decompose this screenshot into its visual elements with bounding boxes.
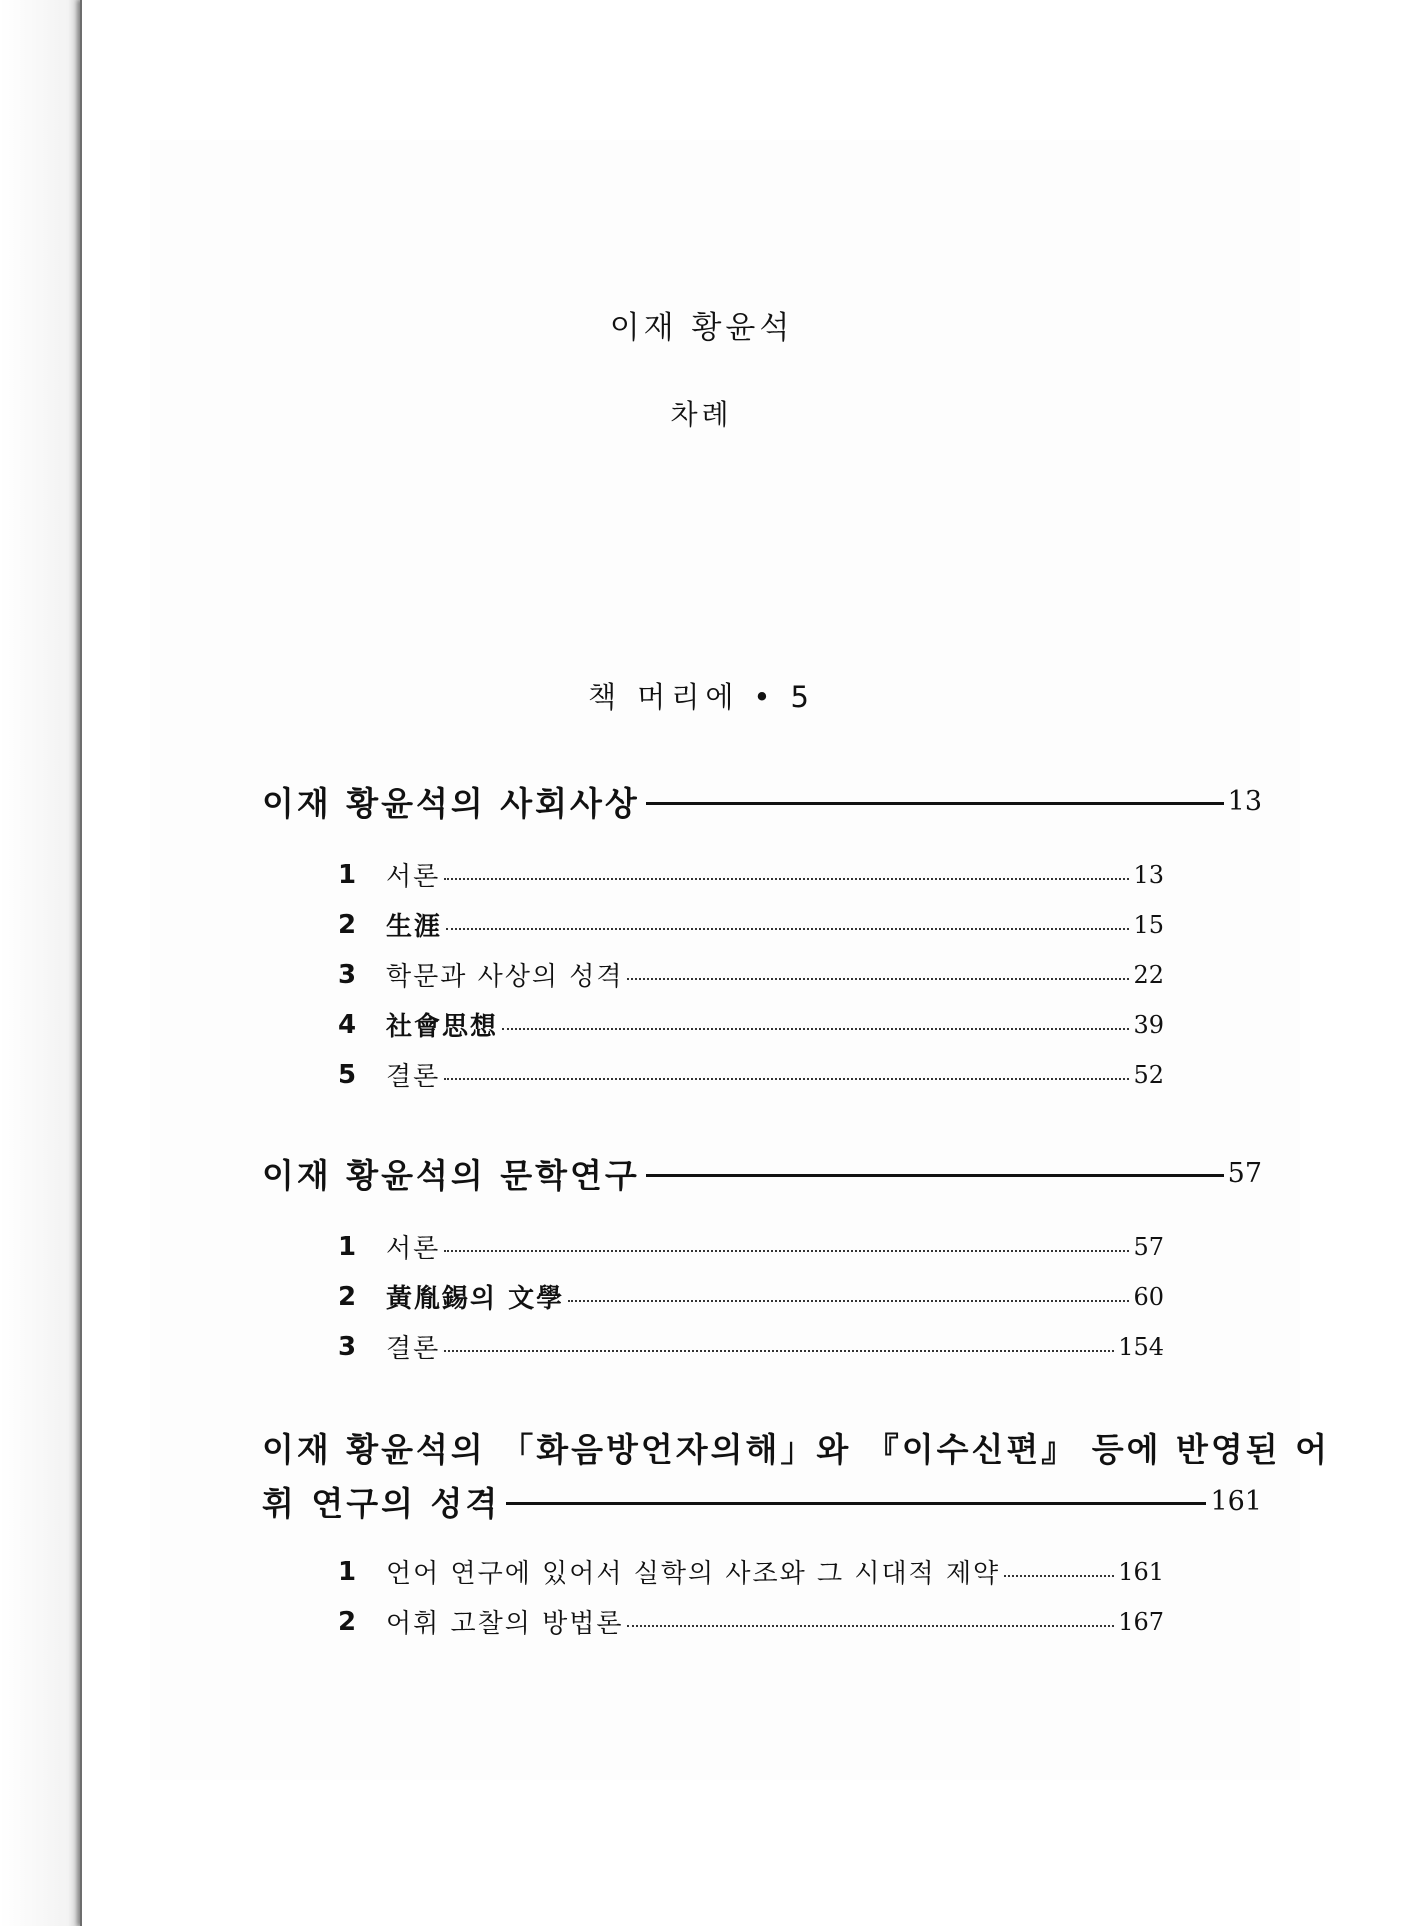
preface-label: 책 머리에 <box>588 680 740 714</box>
dot-leader <box>568 1300 1129 1302</box>
toc-heading: 차례 <box>670 398 733 431</box>
leader-line <box>646 802 1224 805</box>
item-page: 39 <box>1133 1010 1164 1039</box>
dot-leader <box>444 1350 1114 1352</box>
part-title: 이재 황윤석의 사회사상 <box>262 784 640 823</box>
dot-leader <box>627 978 1129 980</box>
toc-item <box>338 1228 1164 1265</box>
preface-entry <box>0 675 1403 716</box>
part-page: 13 <box>1227 786 1262 817</box>
item-number: 2 <box>338 909 359 940</box>
part-3-heading-line2 <box>262 1478 1262 1525</box>
part-title-line1: 이재 황윤석의 「화음방언자의해」와 『이수신편』 등에 반영된 어 <box>262 1430 1331 1469</box>
item-number: 1 <box>338 1231 359 1262</box>
preface-page: 5 <box>790 680 815 714</box>
item-page: 15 <box>1133 910 1164 939</box>
dot-leader <box>502 1028 1129 1030</box>
dot-leader <box>444 1078 1129 1080</box>
item-page: 13 <box>1133 860 1164 889</box>
toc-item <box>338 956 1164 993</box>
part-2-heading <box>262 1150 1262 1197</box>
item-label: 서론 <box>386 1234 441 1264</box>
item-label: 결론 <box>386 1062 441 1092</box>
item-number: 1 <box>338 1556 359 1587</box>
item-label: 결론 <box>386 1334 441 1364</box>
part-title: 이재 황윤석의 문학연구 <box>262 1156 640 1195</box>
item-label: 학문과 사상의 성격 <box>386 962 624 992</box>
part-1-heading <box>262 778 1262 825</box>
item-number: 4 <box>338 1009 359 1040</box>
item-number: 3 <box>338 1331 359 1362</box>
toc-item <box>338 1328 1164 1365</box>
item-label: 어휘 고찰의 방법론 <box>386 1609 624 1639</box>
dot-leader <box>446 928 1129 930</box>
item-number: 2 <box>338 1281 359 1312</box>
toc-item <box>338 1603 1164 1640</box>
item-number: 5 <box>338 1059 359 1090</box>
dot-leader <box>444 878 1129 880</box>
toc-item <box>338 1278 1164 1315</box>
part-page: 57 <box>1227 1158 1262 1189</box>
toc-item <box>338 856 1164 893</box>
dot-leader <box>627 1625 1114 1627</box>
item-page: 167 <box>1118 1607 1164 1636</box>
item-number: 3 <box>338 959 359 990</box>
item-page: 154 <box>1118 1332 1164 1361</box>
item-label: 서론 <box>386 862 441 892</box>
item-page: 52 <box>1133 1060 1164 1089</box>
toc-item <box>338 1056 1164 1093</box>
page-gutter <box>0 0 80 1926</box>
item-label: 언어 연구에 있어서 실학의 사조와 그 시대적 제약 <box>386 1559 1001 1589</box>
book-title: 이재 황윤석 <box>609 310 794 346</box>
item-label: 社會思想 <box>386 1012 499 1042</box>
leader-line <box>506 1502 1206 1505</box>
item-page: 22 <box>1133 960 1164 989</box>
dot-leader <box>1004 1575 1114 1577</box>
preface-separator: • <box>753 680 777 714</box>
leader-line <box>646 1174 1224 1177</box>
part-3-heading-line1 <box>262 1424 1331 1471</box>
toc-item <box>338 1553 1164 1590</box>
part-title-line2: 휘 연구의 성격 <box>262 1484 501 1523</box>
item-number: 1 <box>338 859 359 890</box>
part-page: 161 <box>1210 1486 1262 1517</box>
dot-leader <box>444 1250 1129 1252</box>
item-page: 161 <box>1118 1557 1164 1586</box>
item-label: 生涯 <box>386 912 443 942</box>
item-number: 2 <box>338 1606 359 1637</box>
item-label: 黃胤錫의 文學 <box>386 1284 565 1314</box>
item-page: 60 <box>1133 1282 1164 1311</box>
toc-item <box>338 1006 1164 1043</box>
item-page: 57 <box>1133 1232 1164 1261</box>
toc-item <box>338 906 1164 943</box>
